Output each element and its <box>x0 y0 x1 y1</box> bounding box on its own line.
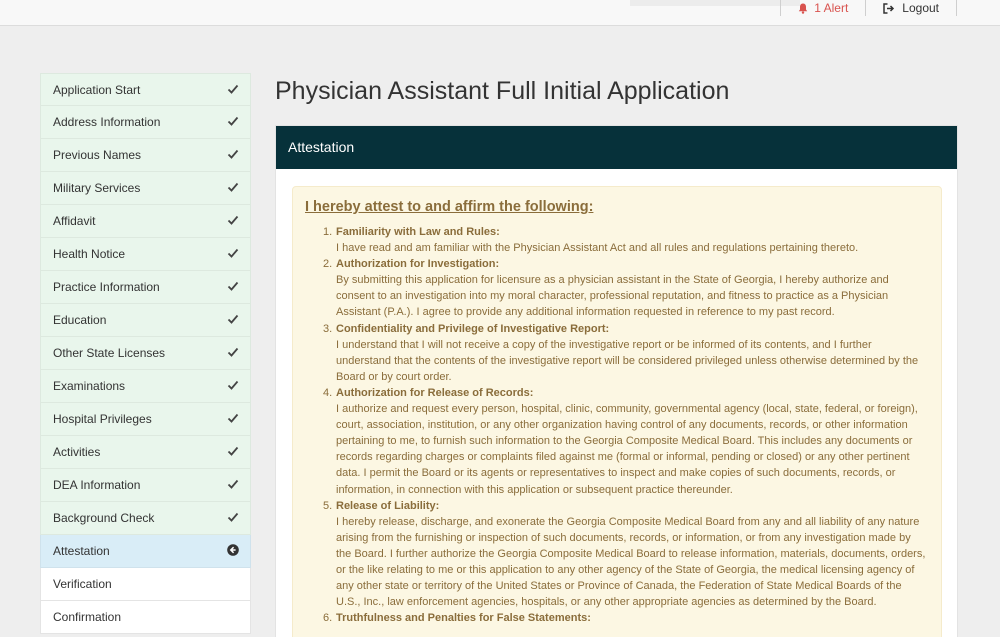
sidebar-item-affidavit[interactable] <box>40 205 251 238</box>
arrow-circle-left-icon <box>227 544 239 556</box>
check-icon <box>227 148 239 160</box>
sidebar-item-label: Address Information <box>53 115 161 129</box>
check-icon <box>227 379 239 391</box>
check-icon <box>227 83 239 95</box>
page-title: Physician Assistant Full Initial Application <box>275 77 730 105</box>
item-heading: Truthfulness and Penalties for False Statements: <box>336 612 591 625</box>
sidebar-item-label: Health Notice <box>53 247 126 261</box>
sidebar-item-examinations[interactable] <box>40 370 251 403</box>
sidebar-item-other-state-licenses[interactable] <box>40 337 251 370</box>
sidebar-item-education[interactable] <box>40 304 251 337</box>
sidebar-item-label: Hospital Privileges <box>53 412 152 426</box>
check-icon <box>227 247 239 259</box>
check-icon <box>227 511 239 523</box>
sidebar-item-practice-information[interactable] <box>40 271 251 304</box>
sidebar-item-hospital-privileges[interactable] <box>40 403 251 436</box>
attestation-panel <box>275 125 958 637</box>
attestation-item <box>305 385 929 498</box>
sidebar-item-verification[interactable] <box>40 568 251 601</box>
item-number: 3. <box>323 322 333 335</box>
logout-link[interactable] <box>866 0 957 16</box>
item-number: 6. <box>323 612 333 625</box>
attestation-list <box>305 224 929 626</box>
check-icon <box>227 181 239 193</box>
item-heading: Familiarity with Law and Rules: <box>336 226 500 238</box>
sidebar-item-attestation[interactable] <box>40 535 251 568</box>
check-icon <box>227 214 239 226</box>
sidebar-item-label: Verification <box>53 577 112 591</box>
sidebar-item-label: Affidavit <box>53 214 96 228</box>
sidebar-item-label: Practice Information <box>53 280 160 294</box>
sidebar-item-label: Military Services <box>53 181 141 195</box>
sidebar-item-label: Previous Names <box>53 148 142 162</box>
attestation-title: I hereby attest to and affirm the following: <box>305 199 594 215</box>
sidebar-item-label: Education <box>53 313 107 327</box>
item-heading: Authorization for Investigation: <box>336 258 500 271</box>
item-text: I have read and am familiar with the Physician Assistant Act and all rules and regulations pertaining thereto. <box>336 242 859 255</box>
bell-icon <box>798 3 808 14</box>
sidebar-item-activities[interactable] <box>40 436 251 469</box>
item-heading: Release of Liability: <box>336 499 440 512</box>
sidebar-item-label: Background Check <box>53 511 155 525</box>
logout-icon <box>883 3 895 14</box>
logout-label: Logout <box>902 1 939 15</box>
alerts-link[interactable] <box>781 0 866 16</box>
sidebar-item-confirmation[interactable] <box>40 601 251 634</box>
check-icon <box>227 280 239 292</box>
sidebar-item-military-services[interactable] <box>40 172 251 205</box>
check-icon <box>227 115 239 127</box>
navbar-right <box>780 0 957 16</box>
panel-heading: Attestation <box>276 126 957 169</box>
top-navbar <box>0 0 1000 26</box>
attestation-item <box>305 256 929 320</box>
attestation-item <box>305 610 929 626</box>
sidebar-item-label: Application Start <box>53 83 141 97</box>
sidebar-item-health-notice[interactable] <box>40 238 251 271</box>
sidebar-item-label: Confirmation <box>53 610 122 624</box>
item-number: 1. <box>323 226 333 238</box>
sidebar-item-label: Attestation <box>53 544 110 558</box>
item-text: By submitting this application for licensure as a physician assistant in the State of Georgia, I hereby authorize and consent to an investigation into my moral character, professional reputation, and fitness to practice as a Physician Assistant (P.A.). I agree to provide any additional information requested in reference to my past record. <box>336 274 889 319</box>
attestation-box <box>292 186 942 637</box>
attestation-item <box>305 224 929 256</box>
check-icon <box>227 445 239 457</box>
sidebar-item-label: Other State Licenses <box>53 346 166 360</box>
sidebar-item-dea-information[interactable] <box>40 469 251 502</box>
sidebar-item-application-start[interactable] <box>40 73 251 106</box>
application-steps-sidebar <box>40 73 251 634</box>
check-icon <box>227 478 239 490</box>
navbar-shade <box>630 0 800 6</box>
item-number: 5. <box>323 499 333 512</box>
check-icon <box>227 346 239 358</box>
item-text: I authorize and request every person, hospital, clinic, community, governmental agency (local, state, federal, or foreign), court, association, institution, or any other organization having control of any documents, records, or other information pertaining to me, to furnish such information to the Georgia Composite Medical Board. This includes any documents or records regarding charges or complaints filed against me (formal or informal, pending or closed) or any other pertinent data. I permit the Board or its agents or representatives to inspect and make copies of such documents, records, or information, in connection with this application or subsequent practice thereunder. <box>336 403 918 496</box>
check-icon <box>227 313 239 325</box>
item-text: I hereby release, discharge, and exonerate the Georgia Composite Medical Board from any and all liability of any nature arising from the furnishing or inspection of such documents, records, or information, or from any investigation made by the Board. I further authorize the Georgia Composite Medical Board to release information, materials, documents, orders, or the like relating to me or this application to any other agency of the State of Georgia, the medical licensing agency of any other state or territory of the United States or Province of Canada, the Federation of State Medical Boards of the U.S., Inc., law enforcement agencies, hospitals, or any other appropriate agencies as determined by the Board. <box>336 515 926 609</box>
item-text: I understand that I will not receive a copy of the investigative report or be informed of its contents, and I further understand that the contents of the investigative report will be considered privileged unless otherwise determined by the Board or by court order. <box>336 338 919 383</box>
attestation-item <box>305 498 929 611</box>
sidebar-item-background-check[interactable] <box>40 502 251 535</box>
item-number: 2. <box>323 258 333 271</box>
sidebar-item-address-information[interactable] <box>40 106 251 139</box>
alerts-label: 1 Alert <box>814 1 849 15</box>
sidebar-item-label: Activities <box>53 445 101 459</box>
item-heading: Authorization for Release of Records: <box>336 386 534 399</box>
sidebar-item-label: DEA Information <box>53 478 141 492</box>
item-heading: Confidentiality and Privilege of Investigative Report: <box>336 322 610 335</box>
attestation-item <box>305 321 929 385</box>
check-icon <box>227 412 239 424</box>
item-number: 4. <box>323 386 333 399</box>
sidebar-item-label: Examinations <box>53 379 126 393</box>
sidebar-item-previous-names[interactable] <box>40 139 251 172</box>
